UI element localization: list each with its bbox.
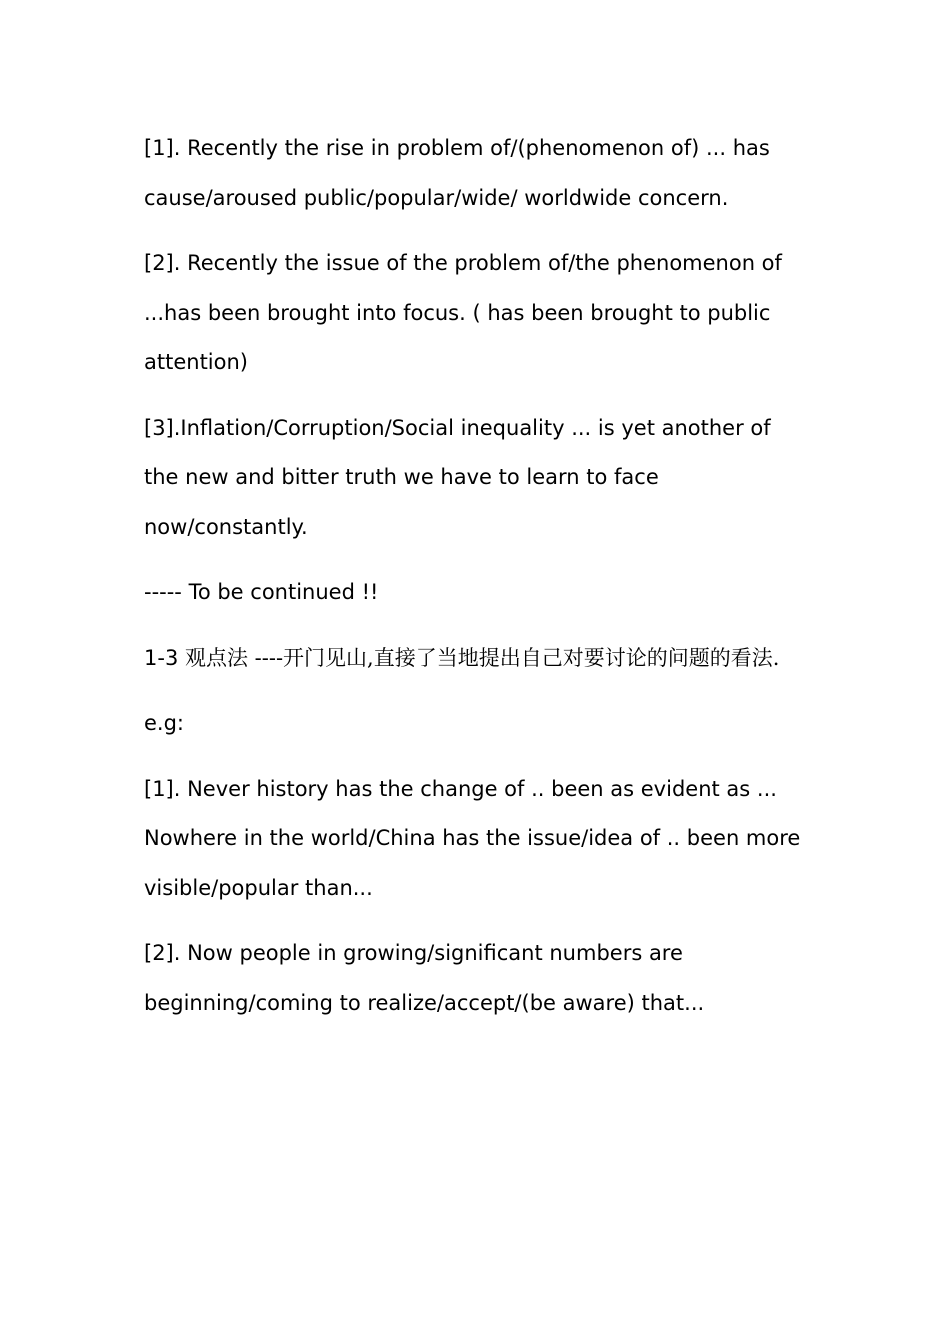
paragraph-3: [3].Inflation/Corruption/Social inequality ... is yet another of the new and bitter truth we have to learn to face now/constantly. <box>144 415 771 539</box>
section-description: 观点法 ----开门见山,直接了当地提出自己对要讨论的问题的看法. <box>184 645 780 670</box>
example-2: [2]. Now people in growing/significant numbers are beginning/coming to realize/accept/(be aware) that... <box>144 941 705 1015</box>
to-be-continued-line: ----- To be continued !! <box>144 580 379 604</box>
section-number: 1-3 <box>144 645 185 670</box>
section-heading <box>144 634 804 684</box>
eg-label: e.g: <box>144 711 185 735</box>
document-body <box>144 124 804 1044</box>
paragraph-1: [1]. Recently the rise in problem of/(phenomenon of) ... has cause/aroused public/popular/wide/ worldwide concern. <box>144 136 770 210</box>
example-1: [1]. Never history has the change of .. been as evident as ... Nowhere in the world/China has the issue/idea of .. been more visible/popular than... <box>144 776 801 900</box>
paragraph-2: [2]. Recently the issue of the problem of/the phenomenon of ...has been brought into focus. ( has been brought to public attention) <box>144 251 782 374</box>
